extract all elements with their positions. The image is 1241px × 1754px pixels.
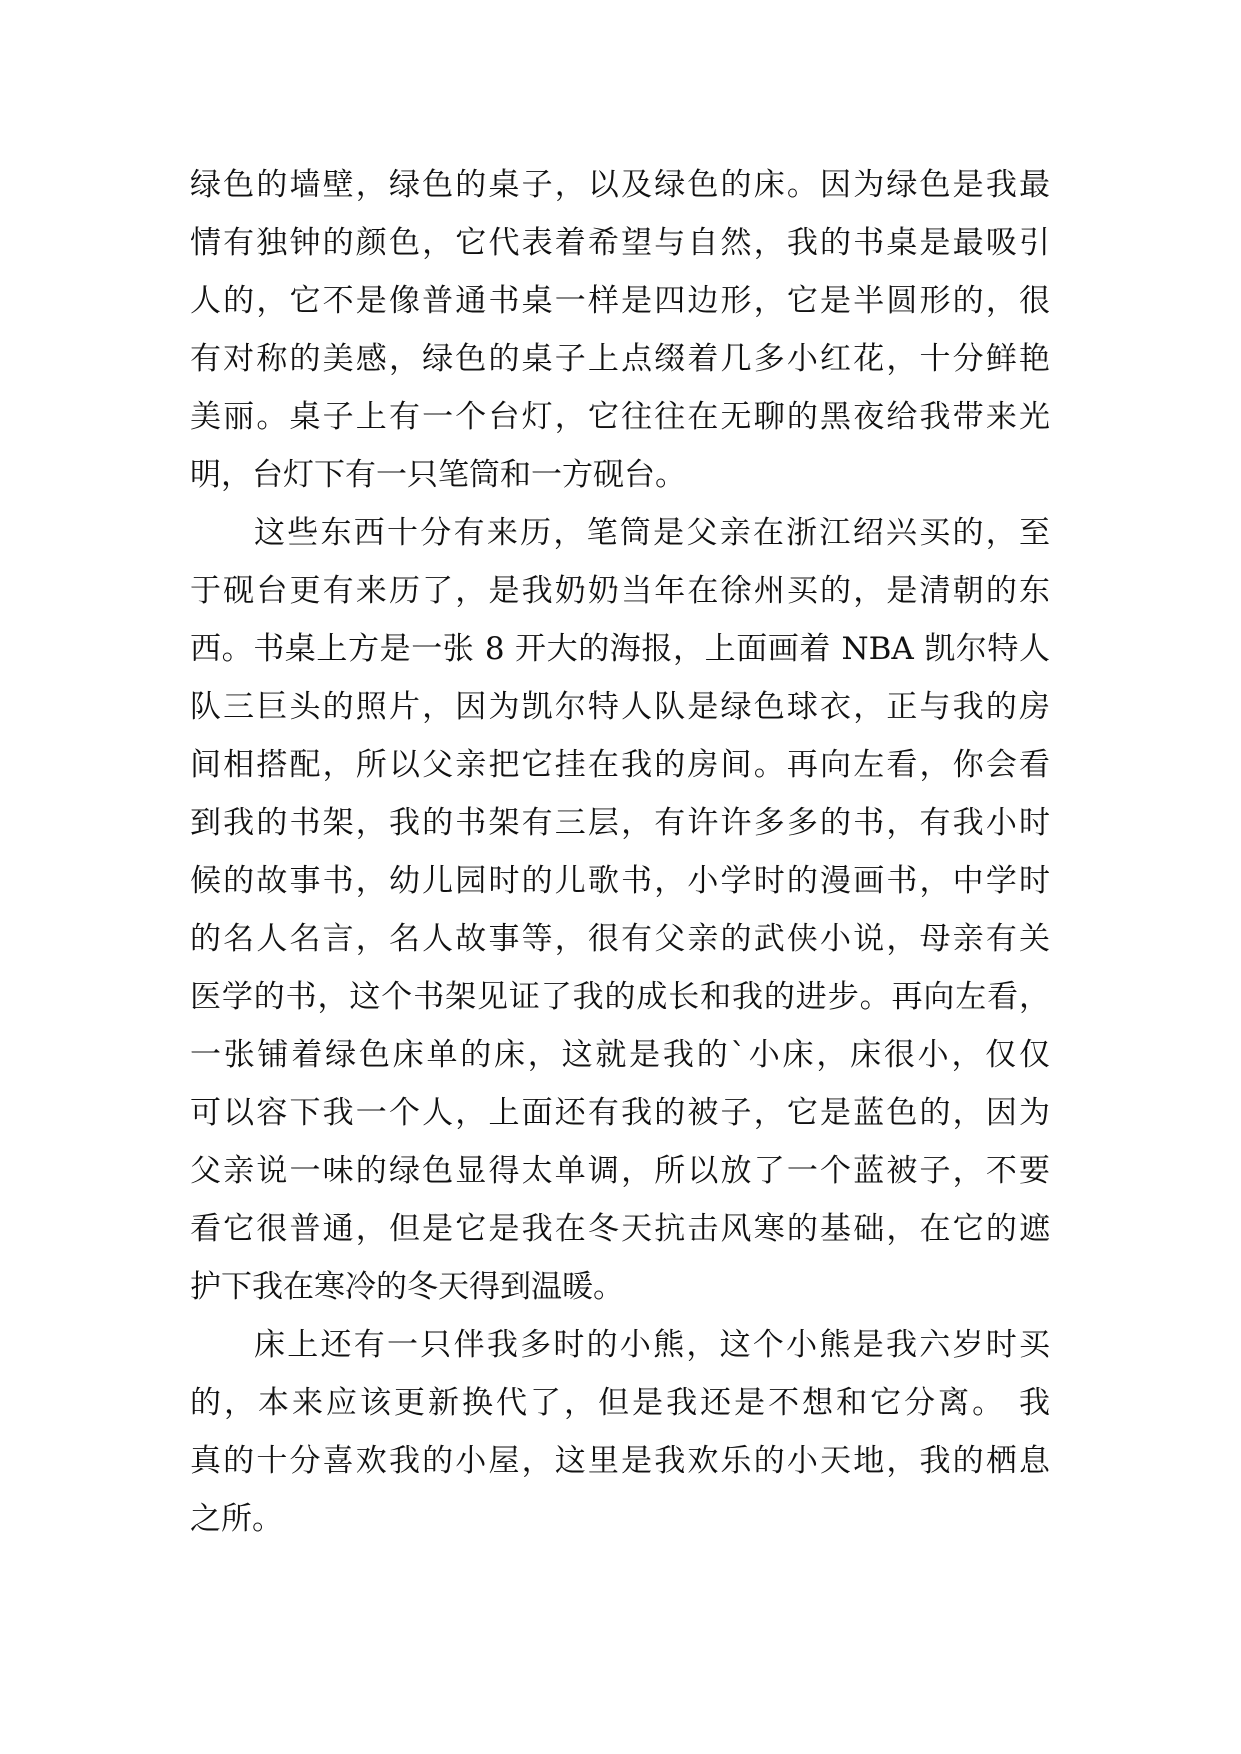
text-line: 真的十分喜欢我的小屋，这里是我欢乐的小天地，我的栖息	[190, 1443, 1050, 1479]
text-line: 医学的书，这个书架见证了我的成长和我的进步。再向左看，	[190, 979, 1050, 1015]
text-line: 可以容下我一个人，上面还有我的被子，它是蓝色的，因为	[190, 1095, 1050, 1131]
text-line: 一张铺着绿色床单的床，这就是我的`小床，床很小，仅仅	[190, 1037, 1050, 1073]
text-line: 护下我在寒冷的冬天得到温暖。	[190, 1269, 624, 1305]
text-line: 绿色的墙壁，绿色的桌子，以及绿色的床。因为绿色是我最	[190, 167, 1050, 203]
text-line: 到我的书架，我的书架有三层，有许许多多的书，有我小时	[190, 805, 1050, 841]
text-line: 这些东西十分有来历，笔筒是父亲在浙江绍兴买的，至	[254, 515, 1050, 551]
text-line: 间相搭配，所以父亲把它挂在我的房间。再向左看，你会看	[190, 747, 1050, 783]
text-line: 人的，它不是像普通书桌一样是四边形，它是半圆形的，很	[190, 283, 1050, 319]
text-line: 的名人名言，名人故事等，很有父亲的武侠小说，母亲有关	[190, 921, 1050, 957]
text-line: 于砚台更有来历了，是我奶奶当年在徐州买的，是清朝的东	[190, 573, 1050, 609]
text-line: 的，本来应该更新换代了，但是我还是不想和它分离。 我	[190, 1385, 1050, 1421]
text-line: 候的故事书，幼儿园时的儿歌书，小学时的漫画书，中学时	[190, 863, 1050, 899]
text-line: 父亲说一味的绿色显得太单调，所以放了一个蓝被子，不要	[190, 1153, 1050, 1189]
text-line: 床上还有一只伴我多时的小熊，这个小熊是我六岁时买	[254, 1327, 1050, 1363]
text-line: 美丽。桌子上有一个台灯，它往往在无聊的黑夜给我带来光	[190, 399, 1050, 435]
text-line: 情有独钟的颜色，它代表着希望与自然，我的书桌是最吸引	[190, 225, 1050, 261]
text-line: 队三巨头的照片，因为凯尔特人队是绿色球衣，正与我的房	[190, 689, 1050, 725]
text-line: 看它很普通，但是它是我在冬天抗击风寒的基础，在它的遮	[190, 1211, 1050, 1247]
text-line: 之所。	[190, 1501, 283, 1537]
body-text	[190, 156, 1050, 1548]
text-line: 有对称的美感，绿色的桌子上点缀着几多小红花，十分鲜艳	[190, 341, 1050, 377]
text-line: 西。书桌上方是一张 8 开大的海报，上面画着 NBA 凯尔特人	[190, 631, 1050, 667]
text-line: 明，台灯下有一只笔筒和一方砚台。	[190, 457, 686, 493]
